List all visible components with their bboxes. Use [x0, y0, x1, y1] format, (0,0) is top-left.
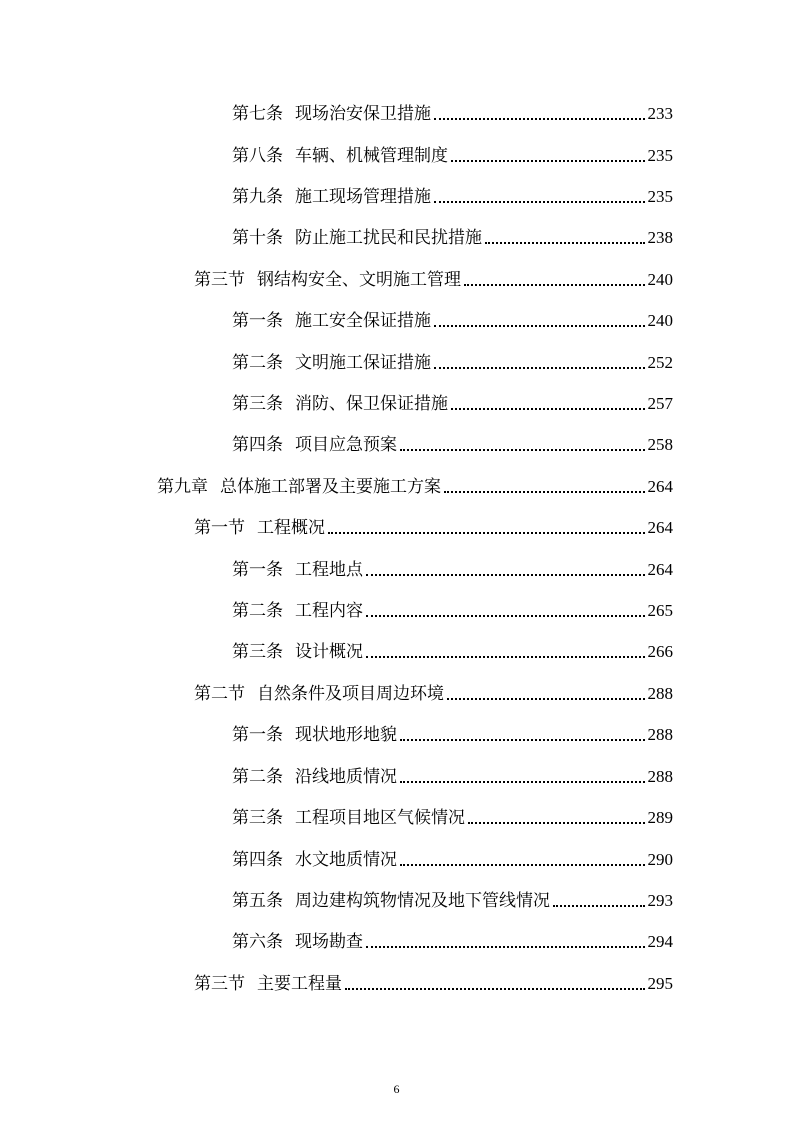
toc-entry[interactable] — [232, 178, 673, 208]
toc-label — [194, 269, 461, 291]
toc-entry[interactable] — [232, 882, 673, 912]
dot-leader — [366, 574, 645, 576]
toc-label — [232, 807, 465, 829]
toc-label — [232, 393, 448, 415]
dot-leader — [464, 284, 645, 286]
toc-label — [232, 931, 363, 953]
toc-entry-title: 工程概况 — [257, 518, 325, 538]
toc-page-number: 289 — [647, 808, 673, 827]
toc-entry-number: 第十条 — [232, 228, 283, 248]
toc-page-number: 264 — [647, 518, 673, 537]
toc-entry-title: 周边建构筑物情况及地下管线情况 — [295, 891, 550, 911]
toc-page-number: 264 — [647, 477, 673, 496]
dot-leader — [434, 325, 645, 327]
toc-entry[interactable] — [232, 841, 673, 871]
toc-page-number: 288 — [647, 684, 673, 703]
toc-entry-number: 第七条 — [232, 104, 283, 124]
dot-leader — [451, 408, 645, 410]
toc-entry[interactable] — [194, 509, 673, 539]
toc-label — [232, 103, 431, 125]
dot-leader — [400, 739, 645, 741]
page-number: 6 — [393, 1082, 400, 1096]
toc-entry-title: 沿线地质情况 — [295, 767, 397, 787]
dot-leader — [553, 905, 645, 907]
toc-entry-number: 第四条 — [232, 850, 283, 870]
dot-leader — [485, 242, 645, 244]
toc-entry[interactable] — [194, 675, 673, 705]
toc-entry[interactable] — [232, 426, 673, 456]
dot-leader — [434, 118, 645, 120]
toc-label — [194, 973, 342, 995]
dot-leader — [366, 656, 645, 658]
dot-leader — [366, 946, 645, 948]
toc-page-number: 265 — [647, 601, 673, 620]
toc-label — [232, 186, 431, 208]
toc-label — [232, 600, 363, 622]
toc-entry-number: 第二条 — [232, 601, 283, 621]
toc-label — [232, 849, 397, 871]
toc-entry-title: 钢结构安全、文明施工管理 — [257, 270, 461, 290]
toc-entry-title: 文明施工保证措施 — [295, 353, 431, 373]
toc-entry-title: 消防、保卫保证措施 — [295, 394, 448, 414]
toc-label — [157, 476, 441, 498]
toc-entry-title: 现场治安保卫措施 — [295, 104, 431, 124]
toc-page-number: 252 — [647, 353, 673, 372]
toc-entry[interactable] — [232, 592, 673, 622]
toc-label — [232, 310, 431, 332]
toc-entry[interactable] — [232, 716, 673, 746]
toc-entry-number: 第九章 — [157, 477, 208, 497]
toc-entry[interactable] — [194, 965, 673, 995]
toc-entry-number: 第六条 — [232, 932, 283, 952]
dot-leader — [328, 532, 645, 534]
toc-page-number: 293 — [647, 891, 673, 910]
dot-leader — [400, 781, 645, 783]
toc-entry[interactable] — [232, 137, 673, 167]
dot-leader — [444, 491, 645, 493]
toc-entry-number: 第二条 — [232, 353, 283, 373]
toc-entry-title: 施工安全保证措施 — [295, 311, 431, 331]
toc-entry-number: 第一节 — [194, 518, 245, 538]
toc-entry[interactable] — [232, 758, 673, 788]
toc-page-number: 264 — [647, 560, 673, 579]
toc-page-number: 233 — [647, 104, 673, 123]
toc-entry-title: 自然条件及项目周边环境 — [257, 684, 444, 704]
toc-entry-title: 工程项目地区气候情况 — [295, 808, 465, 828]
toc-entry-title: 车辆、机械管理制度 — [295, 146, 448, 166]
toc-entry-number: 第四条 — [232, 435, 283, 455]
toc-entry-title: 项目应急预案 — [295, 435, 397, 455]
toc-entry-number: 第一条 — [232, 560, 283, 580]
toc-entry[interactable] — [232, 302, 673, 332]
toc-page-number: 240 — [647, 311, 673, 330]
dot-leader — [451, 160, 645, 162]
toc-label — [232, 145, 448, 167]
toc-page-number: 235 — [647, 187, 673, 206]
toc-entry-number: 第三节 — [194, 270, 245, 290]
toc-label — [194, 683, 444, 705]
dot-leader — [400, 864, 645, 866]
toc-entry-title: 设计概况 — [295, 642, 363, 662]
toc-entry-number: 第一条 — [232, 311, 283, 331]
toc-entry-number: 第九条 — [232, 187, 283, 207]
toc-entry-number: 第三节 — [194, 974, 245, 994]
toc-entry-title: 防止施工扰民和民扰措施 — [295, 228, 482, 248]
toc-label — [194, 517, 325, 539]
toc-entry-title: 主要工程量 — [257, 974, 342, 994]
toc-entry[interactable] — [232, 633, 673, 663]
toc-entry-number: 第二节 — [194, 684, 245, 704]
toc-page-number: 235 — [647, 146, 673, 165]
toc-entry[interactable] — [232, 95, 673, 125]
toc-entry[interactable] — [232, 551, 673, 581]
toc-entry-title: 现状地形地貌 — [295, 725, 397, 745]
dot-leader — [434, 201, 645, 203]
toc-entry-title: 现场勘查 — [295, 932, 363, 952]
dot-leader — [434, 367, 645, 369]
toc-entry-number: 第三条 — [232, 808, 283, 828]
toc-page-number: 257 — [647, 394, 673, 413]
toc-label — [232, 352, 431, 374]
dot-leader — [366, 615, 645, 617]
toc-page-number: 240 — [647, 270, 673, 289]
toc-label — [232, 890, 550, 912]
toc-label — [232, 559, 363, 581]
toc-entry[interactable] — [232, 799, 673, 829]
toc-page-number: 266 — [647, 642, 673, 661]
toc-entry-title: 总体施工部署及主要施工方案 — [220, 477, 441, 497]
toc-entry-title: 水文地质情况 — [295, 850, 397, 870]
toc-entry[interactable] — [157, 468, 673, 498]
toc-page-number: 258 — [647, 435, 673, 454]
toc-entry-number: 第五条 — [232, 891, 283, 911]
toc-page-number: 288 — [647, 767, 673, 786]
dot-leader — [468, 822, 645, 824]
toc-entry-number: 第八条 — [232, 146, 283, 166]
dot-leader — [400, 449, 645, 451]
dot-leader — [447, 698, 645, 700]
toc-page-number: 294 — [647, 932, 673, 951]
toc-entry[interactable] — [194, 261, 673, 291]
toc-entry-title: 施工现场管理措施 — [295, 187, 431, 207]
toc-label — [232, 227, 482, 249]
toc-label — [232, 434, 397, 456]
toc-label — [232, 724, 397, 746]
toc-page-number: 290 — [647, 850, 673, 869]
toc-label — [232, 766, 397, 788]
toc-page-number: 288 — [647, 725, 673, 744]
toc-entry-title: 工程内容 — [295, 601, 363, 621]
toc-entry[interactable] — [232, 219, 673, 249]
toc-entry[interactable] — [232, 923, 673, 953]
toc-entry-number: 第三条 — [232, 394, 283, 414]
toc-page-number: 238 — [647, 228, 673, 247]
toc-page-number: 295 — [647, 974, 673, 993]
toc-label — [232, 641, 363, 663]
toc-entry-number: 第二条 — [232, 767, 283, 787]
toc-entry[interactable] — [232, 344, 673, 374]
toc-entry-number: 第一条 — [232, 725, 283, 745]
toc-entry-title: 工程地点 — [295, 560, 363, 580]
toc-entry[interactable] — [232, 385, 673, 415]
dot-leader — [345, 988, 645, 990]
toc-entry-number: 第三条 — [232, 642, 283, 662]
